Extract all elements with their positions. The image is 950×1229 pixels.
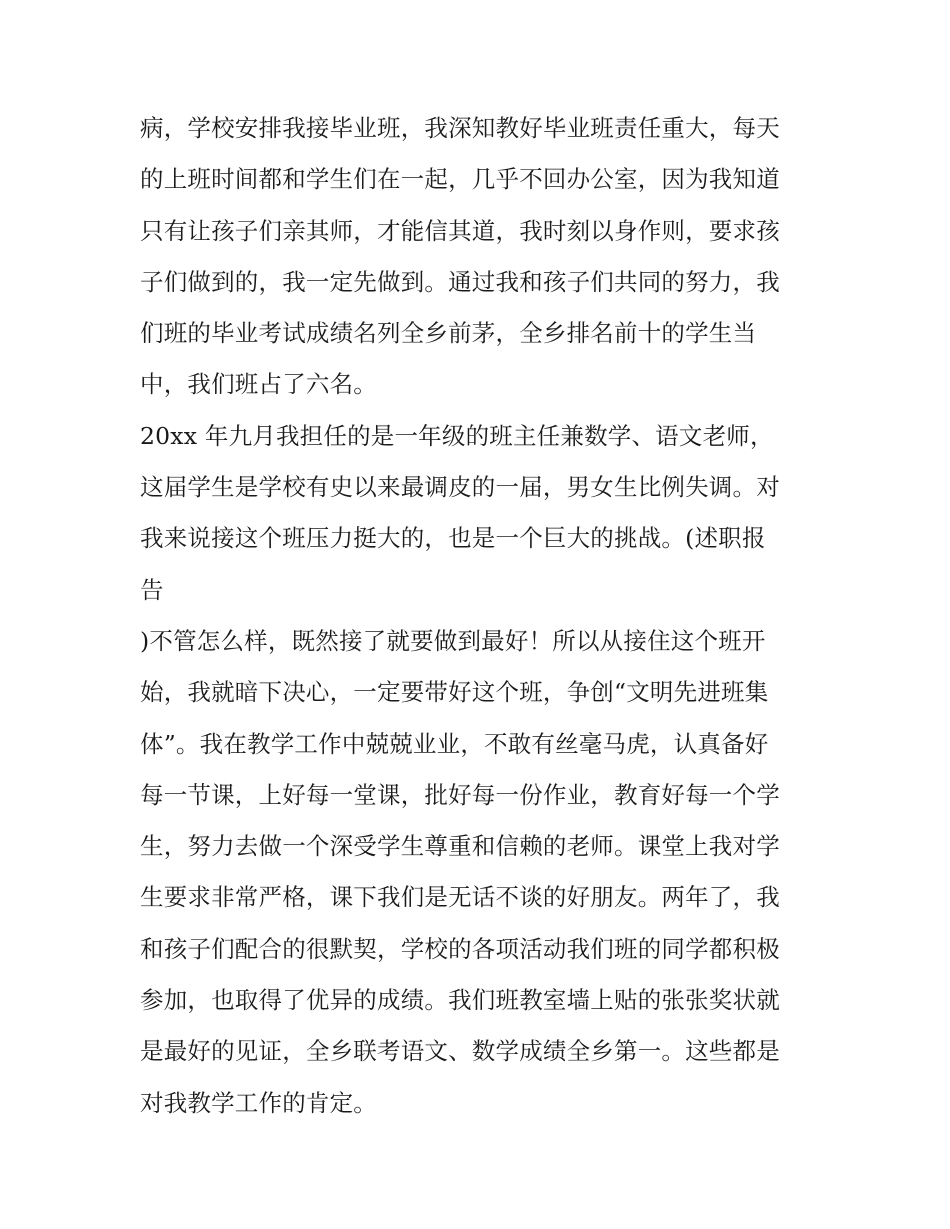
text-line: 体”。我在教学工作中兢兢业业，不敢有丝毫马虎，认真备好 <box>140 729 769 758</box>
text-line: 这届学生是学校有史以来最调皮的一届，男女生比例失调。对 <box>140 473 780 502</box>
text-line: 生要求非常严格，课下我们是无话不谈的好朋友。两年了，我 <box>140 883 780 912</box>
text-line: 20xx 年九月我担任的是一年级的班主任兼数学、语文老师， <box>140 421 774 450</box>
text-line: 们班的毕业考试成绩名列全乡前茅，全乡排名前十的学生当 <box>140 319 757 348</box>
text-line: 生，努力去做一个深受学生尊重和信赖的老师。课堂上我对学 <box>140 832 780 861</box>
text-line: 对我教学工作的肯定。 <box>140 1088 377 1117</box>
text-line: 我来说接这个班压力挺大的，也是一个巨大的挑战。(述职报 <box>140 524 766 553</box>
text-line: 告 <box>140 575 164 604</box>
text-line: 每一节课，上好每一堂课，批好每一份作业，教育好每一个学 <box>140 780 780 809</box>
text-line: 病，学校安排我接毕业班，我深知教好毕业班责任重大，每天 <box>140 114 780 142</box>
text-line: )不管怎么样，既然接了就要做到最好！所以从接住这个班开 <box>140 626 766 655</box>
text-line: 中，我们班占了六名。 <box>140 370 377 399</box>
text-line: 只有让孩子们亲其师，才能信其道，我时刻以身作则，要求孩 <box>140 216 780 245</box>
text-line: 是最好的见证，全乡联考语文、数学成绩全乡第一。这些都是 <box>140 1037 780 1066</box>
text-line: 参加，也取得了优异的成绩。我们班教室墙上贴的张张奖状就 <box>140 986 780 1015</box>
text-line: 始，我就暗下决心，一定要带好这个班，争创“文明先进班集 <box>140 678 769 707</box>
body-text <box>140 103 830 1129</box>
text-line: 和孩子们配合的很默契，学校的各项活动我们班的同学都积极 <box>140 934 780 963</box>
text-line: 子们做到的，我一定先做到。通过我和孩子们共同的努力，我 <box>140 267 780 296</box>
text-line: 的上班时间都和学生们在一起，几乎不回办公室，因为我知道 <box>140 165 780 194</box>
